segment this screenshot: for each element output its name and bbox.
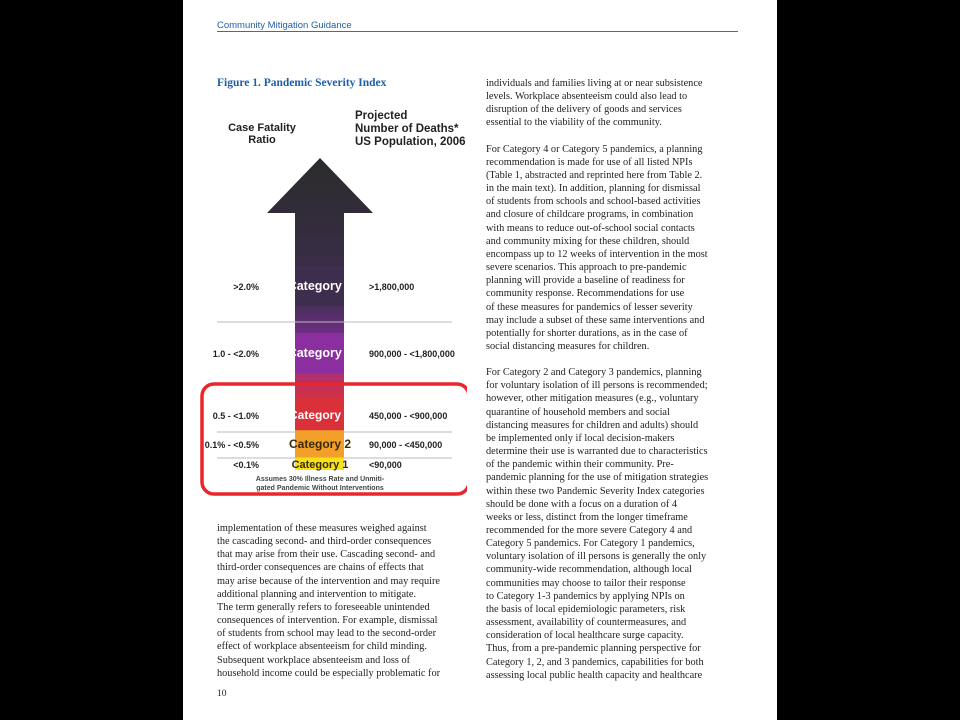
text-line: implementation of these measures weighed against bbox=[217, 523, 427, 534]
text-line: community response. Recommendations for use bbox=[486, 288, 685, 300]
left-heading-line: Ratio bbox=[248, 134, 276, 146]
projected-deaths: <90,000 bbox=[369, 460, 402, 470]
category-row bbox=[205, 431, 452, 458]
text-line: Thus, from a pre-pandemic planning perspective for bbox=[486, 643, 701, 655]
text-line: individuals and families living at or near subsistence bbox=[486, 78, 703, 89]
category-label: Category 4 bbox=[287, 346, 353, 360]
left-heading-line: Case Fatality bbox=[228, 122, 296, 134]
text-line: however, other mitigation measures (e.g., voluntary bbox=[486, 393, 699, 405]
text-line: the cascading second- and third-order consequences bbox=[217, 536, 432, 548]
text-line: and closure of childcare programs, in combination bbox=[486, 209, 694, 221]
category-rows bbox=[205, 266, 455, 471]
text-line: (Table 1, abstracted and reprinted here from Table 2. bbox=[486, 169, 703, 181]
projected-deaths: 450,000 - <900,000 bbox=[369, 411, 448, 421]
right-heading-line: Number of Deaths* bbox=[355, 123, 459, 135]
text-line: community-wide recommendation, although local bbox=[486, 564, 692, 576]
text-line: assessment, availability of countermeasures, and bbox=[486, 617, 687, 629]
text-line: may arise because of the intervention and may require bbox=[217, 575, 441, 587]
case-fatality-ratio: 1.0 - <2.0% bbox=[212, 349, 259, 359]
text-line: essential to the viability of the community. bbox=[486, 117, 662, 129]
category-label: Category 5 bbox=[287, 279, 353, 293]
text-line: determine their use is warranted due to characteristics bbox=[486, 446, 708, 458]
text-line: severe scenarios. This approach to pre-pandemic bbox=[486, 262, 687, 274]
right-heading-line: Projected bbox=[355, 110, 408, 122]
text-line: recommendation is made for use of all listed NPIs bbox=[486, 156, 693, 168]
text-line: the basis of local epidemiologic parameters, risk bbox=[486, 603, 686, 615]
projected-deaths: 900,000 - <1,800,000 bbox=[369, 349, 455, 359]
case-fatality-ratio: 0.5 - <1.0% bbox=[212, 411, 259, 421]
text-line: encompass up to 12 weeks of intervention in the most bbox=[486, 248, 708, 260]
text-line: that may arise from their use. Cascading second- and bbox=[217, 549, 436, 561]
left-heading bbox=[228, 122, 297, 146]
text-line: The term generally refers to foreseeable unintended bbox=[217, 601, 430, 613]
text-line: to Category 1-3 pandemics by applying NPIs on bbox=[486, 590, 685, 602]
footnote bbox=[256, 476, 385, 492]
paragraph bbox=[486, 77, 756, 130]
text-line: third-order consequences are chains of effects that bbox=[217, 562, 424, 574]
text-line: social distancing measures for children. bbox=[486, 340, 650, 352]
category-row bbox=[233, 458, 402, 471]
category-row bbox=[213, 400, 452, 432]
text-line: Subsequent workplace absenteeism and loss of bbox=[217, 654, 411, 666]
text-line: assessing local public health capacity and healthcare bbox=[486, 669, 703, 681]
text-line: weeks or less, distinct from the longer timeframe bbox=[486, 511, 688, 523]
text-line: Category 1, 2, and 3 pandemics, capabilities for both bbox=[486, 656, 704, 668]
text-line: of these measures for pandemics of lesser severity bbox=[486, 301, 693, 313]
text-line: of the pandemic within their community. Pre- bbox=[486, 459, 674, 471]
left-column-text bbox=[217, 522, 487, 680]
text-line: within these two Pandemic Severity Index categories bbox=[486, 485, 705, 497]
paragraph bbox=[486, 143, 756, 354]
footnote-line: Assumes 30% Illness Rate and Unmiti- bbox=[255, 476, 385, 483]
text-line: For Category 4 or Category 5 pandemics, a planning bbox=[486, 143, 703, 155]
text-line: household income could be especially problematic for bbox=[217, 667, 441, 679]
text-line: voluntary isolation of ill persons is generally the only bbox=[486, 551, 707, 563]
text-line: may include a subset of these same interventions and bbox=[486, 314, 705, 326]
pandemic-severity-figure bbox=[197, 100, 467, 500]
text-line: potentially for shorter durations, as in the case of bbox=[486, 327, 688, 339]
right-heading-line: US Population, 2006 bbox=[355, 136, 466, 148]
text-line: consequences of intervention. For example, dismissal bbox=[217, 615, 438, 627]
text-line: of students from school may lead to the second-order bbox=[217, 628, 437, 640]
document-page bbox=[183, 0, 777, 720]
case-fatality-ratio: 0.1% - <0.5% bbox=[204, 440, 259, 450]
right-heading bbox=[355, 110, 466, 148]
text-line: disruption of the delivery of goods and services bbox=[486, 104, 682, 116]
text-line: recommended for the more severe Category 4 and bbox=[486, 525, 693, 536]
text-line: in the main text). In addition, planning for dismissal bbox=[486, 183, 701, 195]
text-line: levels. Workplace absenteeism could also lead to bbox=[486, 91, 688, 103]
text-line: for voluntary isolation of ill persons is recommended; bbox=[486, 380, 708, 392]
text-line: effect of workplace absenteeism for child minding. bbox=[217, 641, 427, 653]
text-line: additional planning and intervention to mitigate. bbox=[217, 588, 417, 600]
paragraph bbox=[486, 366, 756, 682]
running-header: Community Mitigation Guidance bbox=[217, 20, 352, 31]
text-line: consideration of local healthcare surge capacity. bbox=[486, 630, 684, 642]
footnote-line: gated Pandemic Without Interventions bbox=[256, 485, 384, 492]
text-line: planning will provide a baseline of readiness for bbox=[486, 275, 685, 287]
category-label: Category 1 bbox=[291, 459, 349, 471]
category-label: Category 3 bbox=[288, 408, 352, 422]
page-number: 10 bbox=[217, 689, 227, 699]
text-line: be implemented only if local decision-makers bbox=[486, 432, 675, 444]
case-fatality-ratio: <0.1% bbox=[233, 460, 259, 470]
right-column-text bbox=[486, 77, 756, 682]
header-rule bbox=[217, 31, 738, 32]
case-fatality-ratio: >2.0% bbox=[233, 282, 259, 292]
text-line: quarantine of household members and social bbox=[486, 406, 670, 418]
text-line: of students from schools and school-based activities bbox=[486, 196, 701, 208]
projected-deaths: >1,800,000 bbox=[369, 282, 415, 292]
text-line: distancing measures for children and adults) should bbox=[486, 419, 699, 431]
text-line: For Category 2 and Category 3 pandemics, planning bbox=[486, 367, 702, 379]
text-line: Category 5 pandemics. For Category 1 pandemics, bbox=[486, 538, 695, 550]
figure-title: Figure 1. Pandemic Severity Index bbox=[217, 77, 387, 89]
text-line: communities may choose to tailor their response bbox=[486, 577, 686, 589]
projected-deaths: 90,000 - <450,000 bbox=[369, 440, 443, 450]
text-line: pandemic planning for the use of mitigation strategies bbox=[486, 472, 709, 484]
text-line: should be done with a focus on a duration of 4 bbox=[486, 498, 678, 510]
category-label: Category 2 bbox=[288, 437, 352, 451]
text-line: with means to reduce out-of-school social contacts bbox=[486, 222, 695, 234]
text-line: and community mixing for these children, should bbox=[486, 235, 690, 247]
